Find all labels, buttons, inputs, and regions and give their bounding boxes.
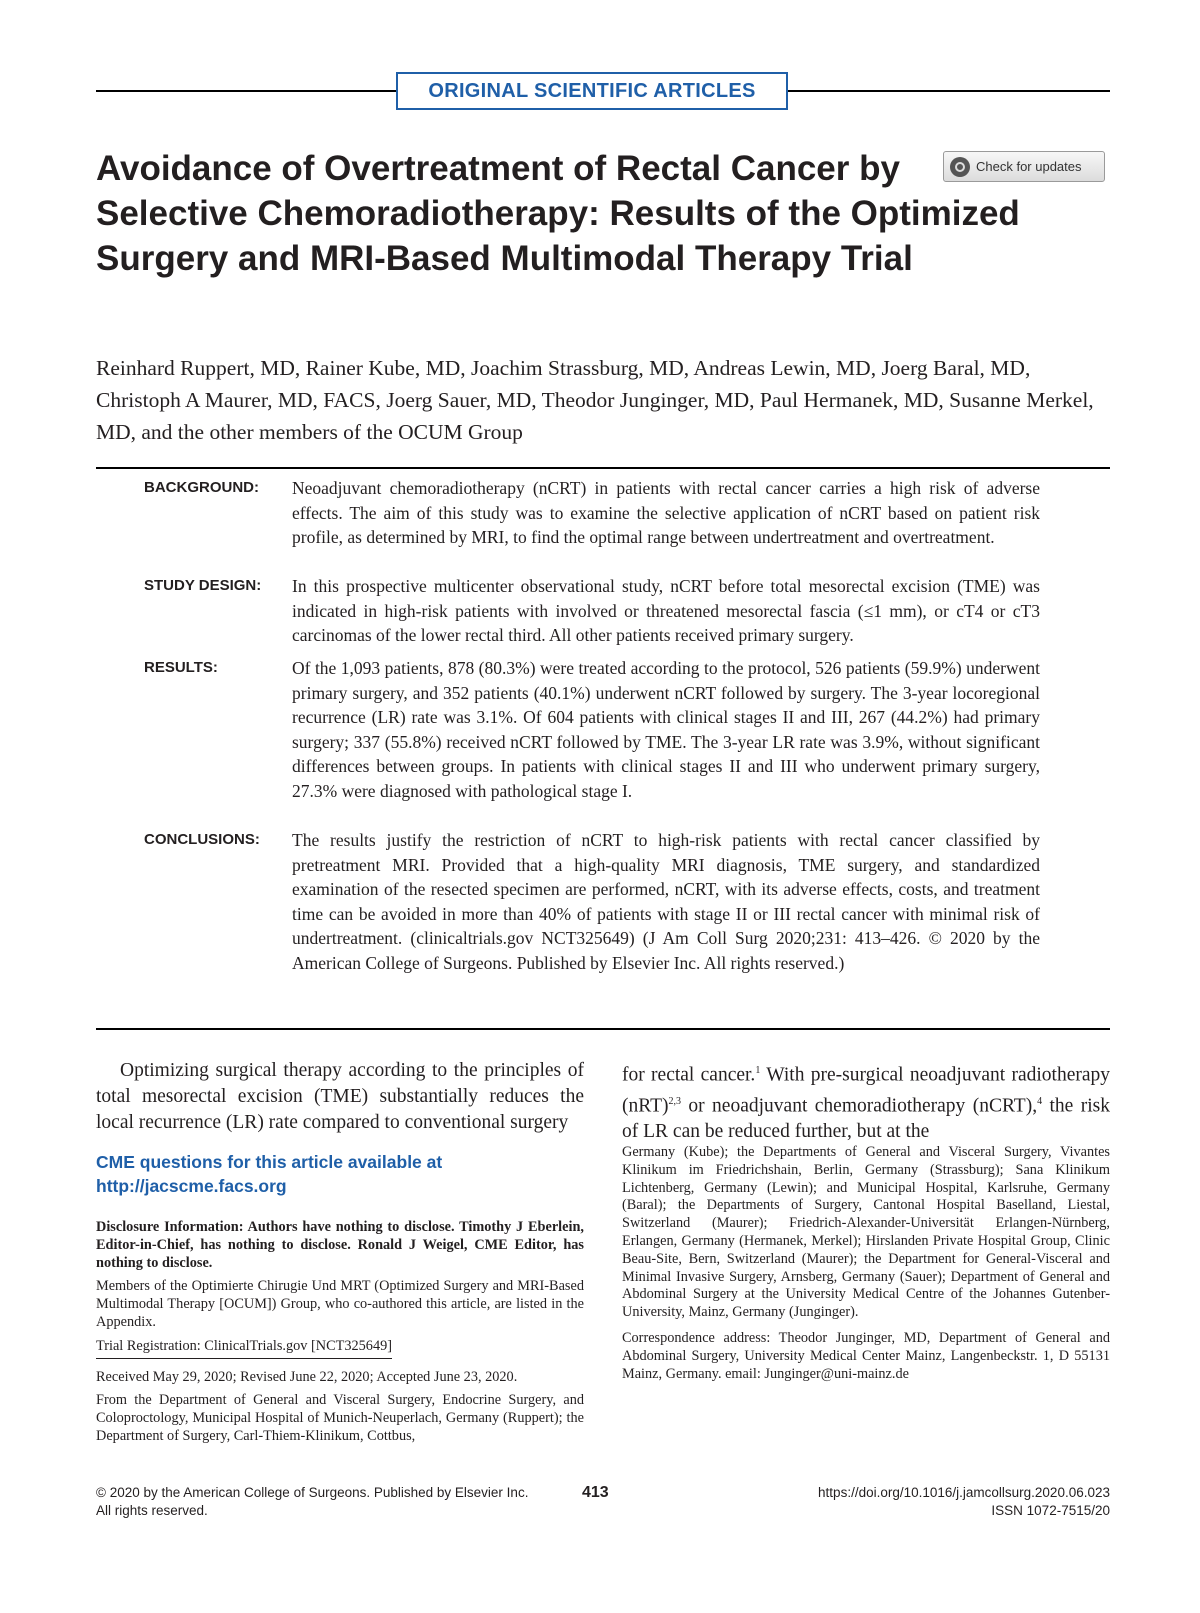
section-tag xyxy=(396,72,788,110)
study-design-label: STUDY DESIGN: xyxy=(144,577,262,594)
cme-link[interactable]: http://jacscme.facs.org xyxy=(96,1176,287,1196)
correspondence-note: Correspondence address: Theodor Junginger, MD, Department of General and Abdominal Surgery, University Medical Center Mainz, Langenbeckstr. 1, D 55131 Mainz, Germany. email: Junginger@uni-mainz.de xyxy=(622,1329,1110,1382)
check-for-updates-button[interactable] xyxy=(943,151,1105,182)
copyright-line-1: © 2020 by the American College of Surgeons. Published by Elsevier Inc. xyxy=(96,1485,529,1500)
received-note: Received May 29, 2020; Revised June 22, 2020; Accepted June 23, 2020. xyxy=(96,1368,518,1385)
page-number: 413 xyxy=(582,1484,609,1501)
footnotes-left xyxy=(96,1219,584,1446)
conclusions-label: CONCLUSIONS: xyxy=(144,831,260,848)
background-text: Neoadjuvant chemoradiotherapy (nCRT) in patients with rectal cancer carries a high risk of adverse effects. The aim of this study was to examine the selective application of nCRT based on patient risk profile, as determined by MRI, to find the optimal range between undertreatment and overtreatment. xyxy=(292,478,1040,547)
study-design-text: In this prospective multicenter observational study, nCRT before total mesorectal excision (TME) was indicated in high-risk patients with involved or threatened mesorectal fascia (≤1 mm), or cT4 or cT3 carcinomas of the lower rectal third. All other patients received primary surgery. xyxy=(292,576,1040,645)
trial-registration-note xyxy=(96,1338,584,1359)
ref-2-3: 2,3 xyxy=(668,1095,681,1107)
ref-1: 1 xyxy=(755,1065,761,1076)
abstract-bottom-rule xyxy=(96,1028,1110,1030)
copyright-line-2: All rights reserved. xyxy=(96,1503,208,1518)
intro-continued-a: for rectal cancer. xyxy=(622,1064,756,1086)
article-title: Avoidance of Overtreatment of Rectal Cancer by Selective Chemoradiotherapy: Results of the Optimized Surgery and MRI-Based Multimodal Therapy Trial xyxy=(96,149,1020,278)
affiliation-left: From the Department of General and Visceral Surgery, Endocrine Surgery, and Coloproctology, Municipal Hospital of Munich-Neuperlach, Germany (Ruppert); the Department of Surgery, Carl-Thiem-Klinikum, Cottbus, xyxy=(96,1392,584,1444)
results-text: Of the 1,093 patients, 878 (80.3%) were treated according to the protocol, 526 patients (59.9%) underwent primary surgery, and 352 patients (40.1%) underwent nCRT followed by surgery. The 3-year locoregional recurrence (LR) rate was 3.1%. Of 604 patients with clinical stages II and III, 267 (44.2%) had primary surgery; 337 (55.8%) received nCRT followed by TME. The 3-year LR rate was 3.9%, without significant differences between groups. In patients with clinical stages II and III who underwent primary surgery, 27.3% were diagnosed with pathological stage I. xyxy=(292,658,1040,801)
trial-registration: Trial Registration: ClinicalTrials.gov [NCT325649] xyxy=(96,1338,392,1359)
footer-doi-issn xyxy=(700,1484,1110,1520)
crossmark-icon xyxy=(950,157,970,177)
disclosure-note: Disclosure Information: Authors have nothing to disclose. Timothy J Eberlein, Editor-in-Chief, has nothing to disclose. Ronald J Weigel, CME Editor, has nothing to disclose. xyxy=(96,1219,584,1271)
doi-link[interactable]: https://doi.org/10.1016/j.jamcollsurg.2020.06.023 xyxy=(818,1485,1110,1500)
section-tag-label: ORIGINAL SCIENTIFIC ARTICLES xyxy=(428,79,756,102)
intro-continued-c: or neoadjuvant chemoradiotherapy (nCRT), xyxy=(680,1095,1038,1116)
abstract-top-rule xyxy=(96,467,1110,469)
intro-paragraph xyxy=(96,1058,584,1136)
affiliation-right: Germany (Kube); the Departments of General and Visceral Surgery, Vivantes Klinikum im Friedrichshain, Berlin, Germany (Strassburg); Sana Klinikum Lichtenberg, Germany (Lewin); and Municipal Hospital, Karlsruhe, Germany (Baral); the Departments of Surgery, Cantonal Hospital Baselland, Liestal, Switzerland (Maurer); Friedrich-Alexander-Universität Erlangen-Nürnberg, Erlangen, Germany (Hermanek, Merkel); Hirslanden Private Hospital Group, Clinic Beau-Site, Bern, Switzerland (Maurer); the Department for General-Visceral and Minimal Invasive Surgery, Arnsberg, Germany (Sauer); Department of General and Abdominal Surgery at the University Medical Centre of the Johannes Gutenber-University, Mainz, Germany (Junginger). xyxy=(622,1144,1110,1321)
conclusions-text: The results justify the restriction of nCRT to high-risk patients with rectal cancer classified by pretreatment MRI. Provided that a high-quality MRI diagnosis, TME surgery, and standardized examination of the resected specimen are performed, nCRT, with its adverse effects, costs, and treatment time can be avoided in more than 40% of patients with stage II or III rectal cancer with minimal risk of undertreatment. (clinicaltrials.gov NCT325649) (J Am Coll Surg 2020;231: 413–426. © 2020 by the American College of Surgeons. Published by Elsevier Inc. All rights reserved.) xyxy=(292,830,1040,973)
intro-continued-d: the risk of LR can be reduced further, but at the xyxy=(622,1095,1110,1142)
members-note: Members of the Optimierte Chirugie Und MRT (Optimized Surgery and MRI-Based Multimodal Therapy [OCUM]) Group, who co-authored this article, are listed in the Appendix. xyxy=(96,1278,584,1330)
cme-line: CME questions for this article available at xyxy=(96,1152,443,1172)
footer-copyright xyxy=(96,1484,528,1520)
header-rule-left xyxy=(96,90,396,92)
intro-continued-paragraph xyxy=(622,1058,1110,1145)
intro-continued-b: With pre-surgical neoadjuvant radiotherapy (nRT) xyxy=(622,1064,1110,1116)
results-label: RESULTS: xyxy=(144,659,218,676)
check-for-updates-label: Check for updates xyxy=(976,159,1082,174)
footnotes-right xyxy=(622,1144,1110,1383)
cme-notice xyxy=(96,1150,584,1198)
issn: ISSN 1072-7515/20 xyxy=(991,1503,1110,1518)
body-left-column xyxy=(96,1058,584,1136)
header-rule-right xyxy=(788,90,1110,92)
ref-4: 4 xyxy=(1037,1095,1043,1107)
background-label: BACKGROUND: xyxy=(144,479,259,496)
body-right-column xyxy=(622,1058,1110,1145)
intro-text: Optimizing surgical therapy according to the principles of total mesorectal excision (TME) substantially reduces the local recurrence (LR) rate compared to conventional surgery xyxy=(96,1060,584,1133)
author-list: Reinhard Ruppert, MD, Rainer Kube, MD, Joachim Strassburg, MD, Andreas Lewin, MD, Joerg Baral, MD, Christoph A Maurer, MD, FACS, Joerg Sauer, MD, Theodor Junginger, MD, Paul Hermanek, MD, Susanne Merkel, MD, and the other members of the OCUM Group xyxy=(96,356,1094,444)
